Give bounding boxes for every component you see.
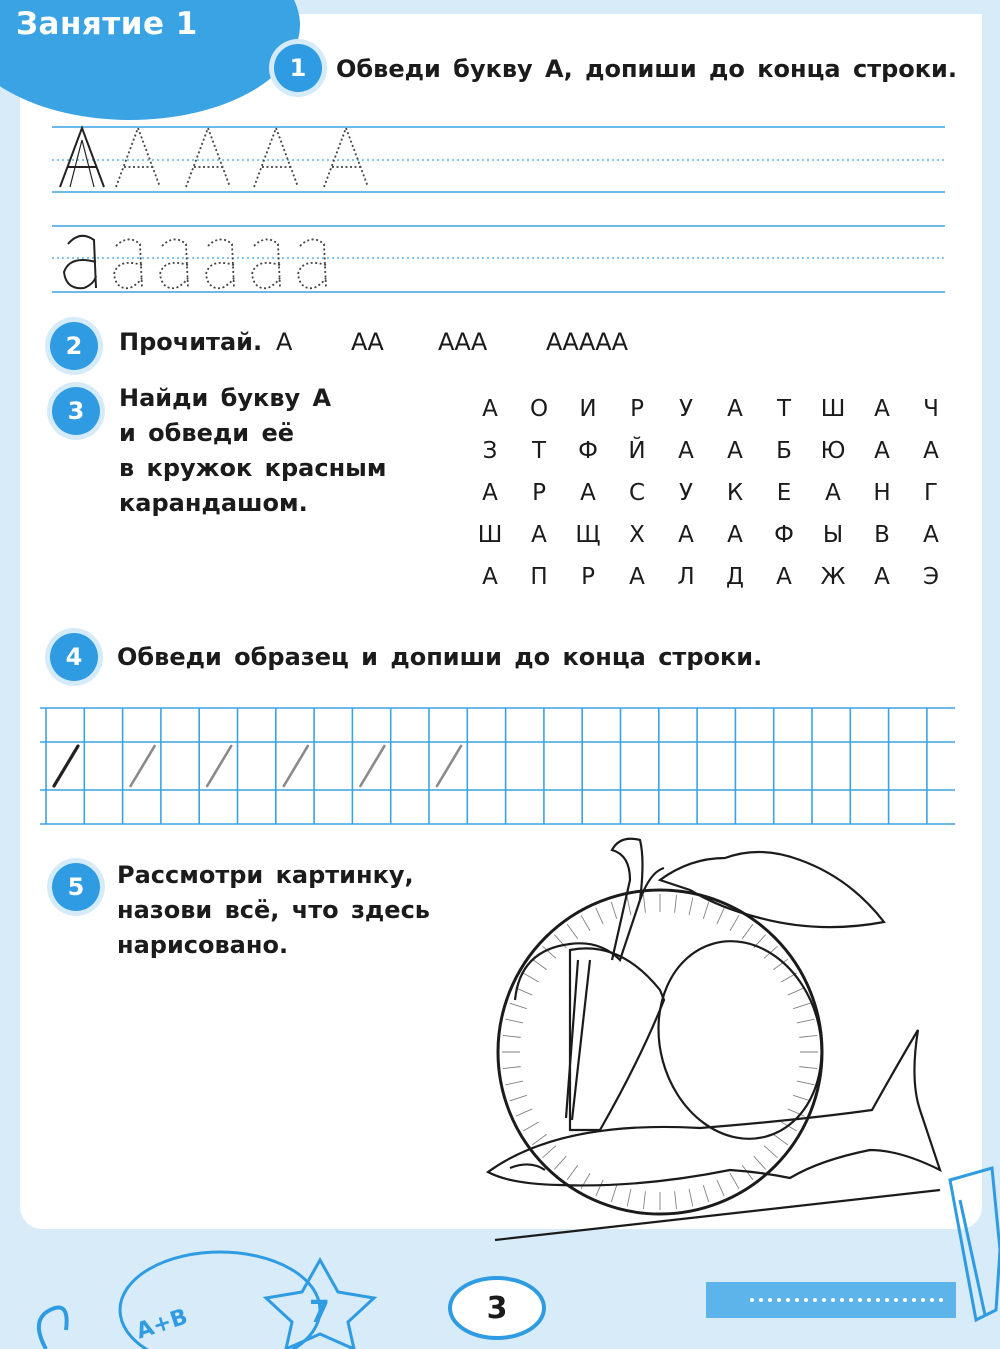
task-3-line: карандашом. [119, 489, 308, 517]
grid-letter[interactable]: Э [922, 564, 940, 590]
grid-letter[interactable]: Н [873, 480, 891, 506]
grid-letter[interactable]: А [923, 438, 939, 464]
bar-dot [921, 1298, 925, 1302]
grid-letter[interactable]: А [874, 396, 890, 422]
grid-letter[interactable]: А [629, 564, 645, 590]
bar-dot [795, 1298, 799, 1302]
bar-dot [858, 1298, 862, 1302]
page-number: 3 [448, 1276, 546, 1340]
reading-item: ААААА [546, 328, 629, 356]
bar-dot [885, 1298, 889, 1302]
reading-item: АА [351, 328, 384, 356]
grid-letter[interactable]: А [482, 396, 498, 422]
reading-item: ААА [438, 328, 488, 356]
grid-letter[interactable]: Ю [820, 438, 846, 464]
grid-letter[interactable]: Р [581, 564, 595, 590]
grid-letter[interactable]: Т [531, 438, 547, 464]
pencil-icon [950, 1168, 1000, 1320]
bar-dot [939, 1298, 943, 1302]
grid-letter[interactable]: Х [629, 522, 645, 548]
task-5-line: Рассмотри картинку, [117, 861, 414, 889]
grid-letter[interactable]: А [825, 480, 841, 506]
footer-badge: A+B [133, 1304, 191, 1345]
task-4-instruction: Обведи образец и допиши до конца строки. [117, 643, 763, 671]
swirl-icon [39, 1308, 67, 1349]
task-number-3: 3 [52, 387, 100, 435]
grid-letter[interactable]: Ч [923, 396, 939, 422]
bar-dot [912, 1298, 916, 1302]
grid-letter[interactable]: А [482, 564, 498, 590]
bar-dot [777, 1298, 781, 1302]
task-number-2: 2 [50, 322, 98, 370]
grid-letter[interactable]: В [874, 522, 890, 548]
bar-dot [840, 1298, 844, 1302]
grid-letter[interactable]: О [529, 396, 549, 422]
grid-letter[interactable]: Ш [820, 396, 846, 422]
bar-dot [831, 1298, 835, 1302]
task-3-line: в кружок красным [119, 454, 387, 482]
grid-letter[interactable]: А [678, 438, 694, 464]
grid-letter[interactable]: Ф [774, 522, 794, 548]
bar-dot [786, 1298, 790, 1302]
star-digit: 7 [309, 1295, 330, 1330]
task-3-line: и обведи её [119, 419, 294, 447]
bar-dot [822, 1298, 826, 1302]
grid-letter[interactable]: Ф [578, 438, 598, 464]
grid-letter[interactable]: Р [532, 480, 546, 506]
grid-letter[interactable]: Б [776, 438, 792, 464]
grid-letter[interactable]: Д [726, 564, 744, 590]
grid-letter[interactable]: Р [630, 396, 644, 422]
grid-letter[interactable]: Г [923, 480, 939, 506]
task-3-line: Найди букву А [119, 384, 332, 412]
task-1-instruction: Обведи букву А, допиши до конца строки. [336, 55, 957, 83]
grid-letter[interactable]: А [482, 480, 498, 506]
grid-letter[interactable]: Т [776, 396, 792, 422]
grid-letter[interactable]: К [726, 480, 744, 506]
grid-letter[interactable]: Ы [822, 522, 844, 548]
task-5-line: нарисовано. [117, 931, 289, 959]
task-2-instruction: Прочитай. [119, 328, 263, 356]
grid-letter[interactable]: А [923, 522, 939, 548]
lesson-title: Занятие 1 [16, 6, 198, 42]
bar-dot [903, 1298, 907, 1302]
grid-letter[interactable]: С [628, 480, 646, 506]
grid-letter[interactable]: Ж [820, 564, 846, 590]
grid-letter[interactable]: А [727, 522, 743, 548]
grid-letter[interactable]: А [776, 564, 792, 590]
grid-letter[interactable]: А [874, 564, 890, 590]
bar-dot [768, 1298, 772, 1302]
grid-letter[interactable]: А [678, 522, 694, 548]
grid-letter[interactable]: Л [677, 564, 695, 590]
bar-dot [867, 1298, 871, 1302]
grid-letter[interactable]: У [678, 396, 693, 422]
task-number-5: 5 [52, 863, 100, 911]
grid-letter[interactable]: А [727, 438, 743, 464]
task-number-1: 1 [274, 44, 322, 92]
bar-dot [813, 1298, 817, 1302]
bar-dot [750, 1298, 754, 1302]
grid-letter[interactable]: У [678, 480, 693, 506]
grid-letter[interactable]: А [727, 396, 743, 422]
task-5-line: назови всё, что здесь [117, 896, 430, 924]
grid-letter[interactable]: Ш [477, 522, 503, 548]
task-number-4: 4 [50, 633, 98, 681]
grid-letter[interactable]: Щ [575, 522, 601, 548]
bar-dot [849, 1298, 853, 1302]
grid-letter[interactable]: А [874, 438, 890, 464]
grid-letter[interactable]: Й [628, 438, 646, 464]
grid-letter[interactable]: З [482, 438, 498, 464]
grid-letter[interactable]: П [530, 564, 548, 590]
bar-dot [894, 1298, 898, 1302]
bar-dot [876, 1298, 880, 1302]
bar-dot [930, 1298, 934, 1302]
bar-dot [759, 1298, 763, 1302]
reading-item: А [276, 328, 293, 356]
grid-letter[interactable]: Е [776, 480, 792, 506]
grid-letter[interactable]: И [579, 396, 597, 422]
grid-letter[interactable]: А [580, 480, 596, 506]
grid-letter[interactable]: А [531, 522, 547, 548]
bar-dot [804, 1298, 808, 1302]
